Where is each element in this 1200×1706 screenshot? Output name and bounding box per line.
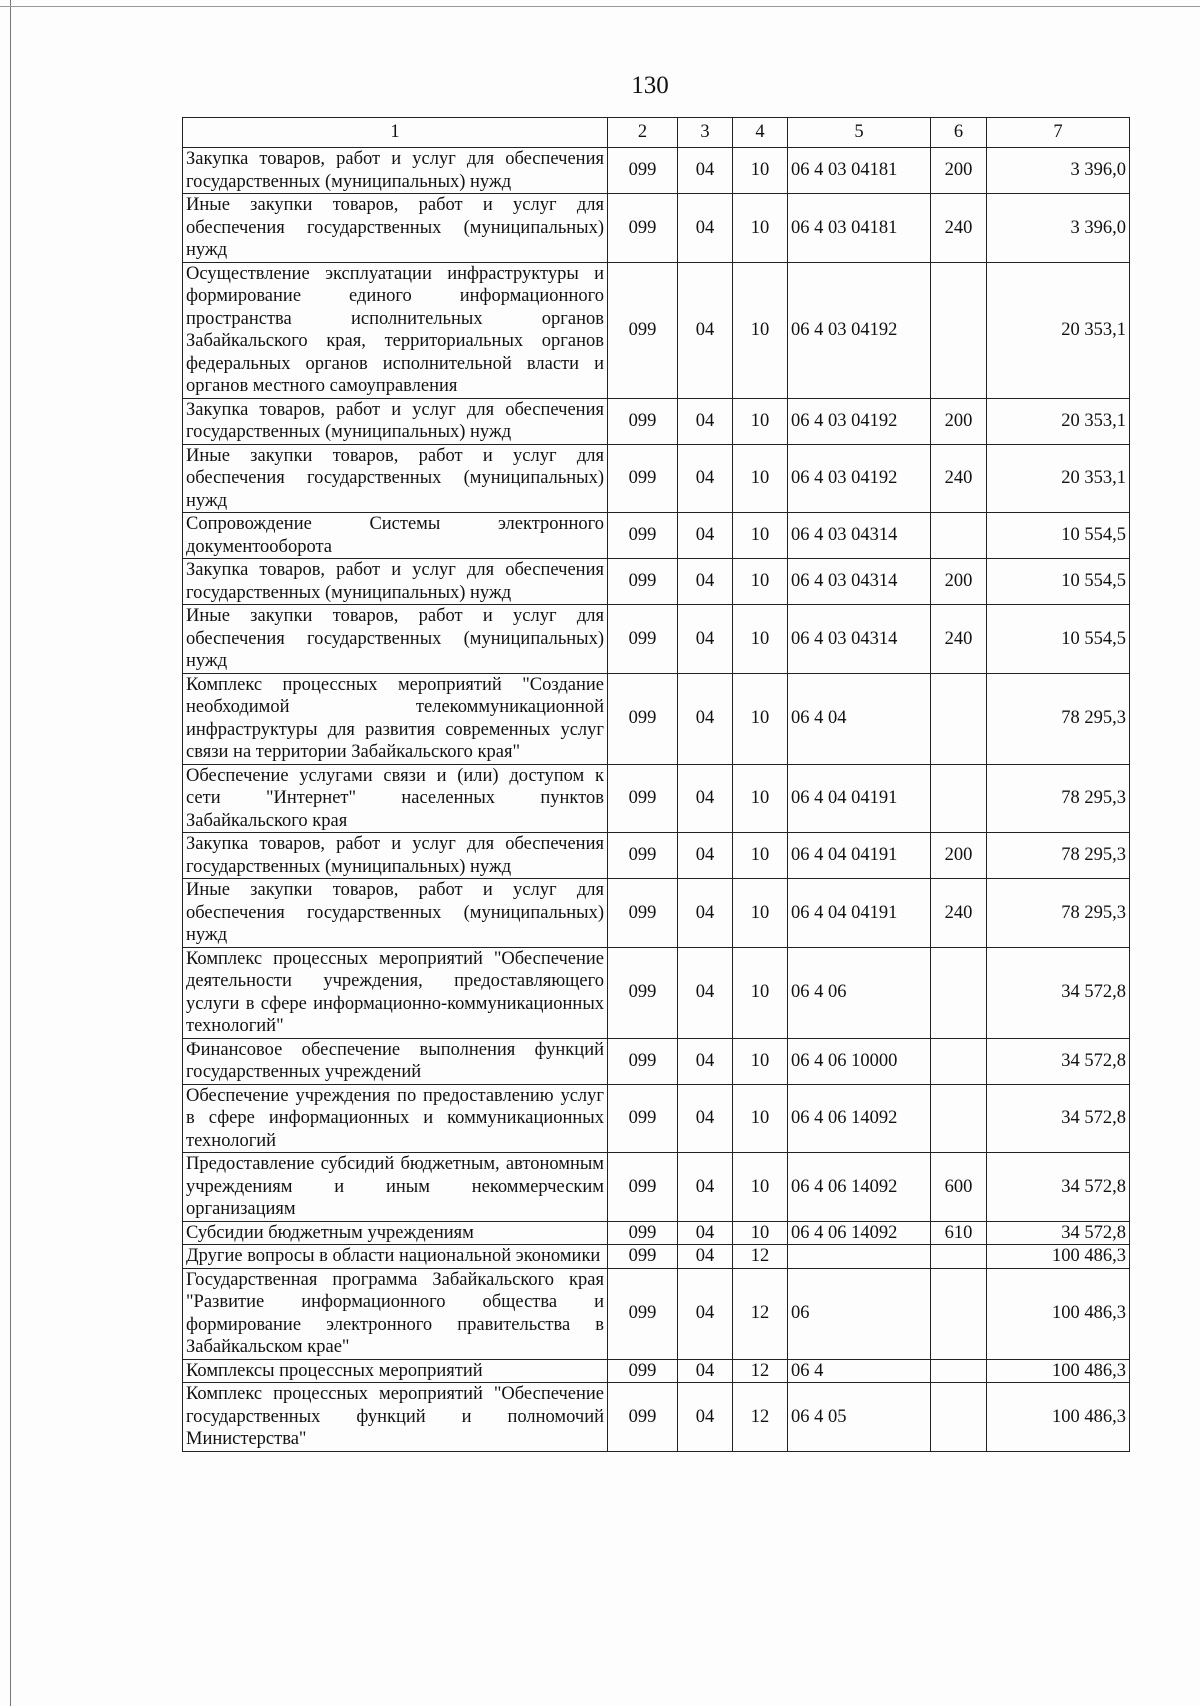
cell-pr: 12 [733, 1245, 788, 1269]
cell-pr: 10 [733, 1221, 788, 1245]
cell-grbs: 099 [608, 1038, 678, 1084]
cell-pr: 10 [733, 879, 788, 948]
cell-vr: 240 [931, 879, 987, 948]
cell-csr: 06 4 03 04192 [788, 444, 931, 513]
cell-vr [931, 1383, 987, 1452]
cell-sum: 34 572,8 [987, 1038, 1130, 1084]
cell-csr: 06 4 04 [788, 673, 931, 764]
cell-grbs: 099 [608, 833, 678, 879]
cell-rz: 04 [678, 764, 733, 833]
cell-rz: 04 [678, 148, 733, 194]
cell-name: Субсидии бюджетным учреждениям [183, 1221, 608, 1245]
cell-rz: 04 [678, 947, 733, 1038]
cell-vr: 200 [931, 398, 987, 444]
cell-grbs: 099 [608, 1245, 678, 1269]
cell-name: Государственная программа Забайкальского края "Развитие информационного общества и формирование электронного правительства в Забайкальском крае" [183, 1268, 608, 1359]
table-row [183, 1038, 1130, 1084]
cell-name: Обеспечение учреждения по предоставлению услуг в сфере информационных и коммуникационных технологий [183, 1084, 608, 1153]
cell-sum: 3 396,0 [987, 194, 1130, 263]
cell-grbs: 099 [608, 947, 678, 1038]
cell-pr: 10 [733, 605, 788, 674]
header-row [183, 118, 1130, 148]
cell-vr: 600 [931, 1153, 987, 1222]
cell-sum: 20 353,1 [987, 444, 1130, 513]
cell-sum: 78 295,3 [987, 833, 1130, 879]
cell-name: Предоставление субсидий бюджетным, автономным учреждениям и иным некоммерческим организациям [183, 1153, 608, 1222]
cell-pr: 12 [733, 1383, 788, 1452]
table-row [183, 1383, 1130, 1452]
scan-edge-top [0, 6, 1200, 7]
cell-csr: 06 4 04 04191 [788, 764, 931, 833]
cell-sum: 78 295,3 [987, 673, 1130, 764]
cell-pr: 10 [733, 1038, 788, 1084]
cell-name: Закупка товаров, работ и услуг для обеспечения государственных (муниципальных) нужд [183, 398, 608, 444]
cell-grbs: 099 [608, 194, 678, 263]
cell-grbs: 099 [608, 1221, 678, 1245]
cell-sum: 34 572,8 [987, 1153, 1130, 1222]
table-row [183, 947, 1130, 1038]
table-row [183, 605, 1130, 674]
cell-rz: 04 [678, 444, 733, 513]
cell-name: Обеспечение услугами связи и (или) доступом к сети "Интернет" населенных пунктов Забайкальского края [183, 764, 608, 833]
cell-csr: 06 4 03 04314 [788, 559, 931, 605]
cell-csr: 06 4 03 04192 [788, 262, 931, 398]
cell-grbs: 099 [608, 559, 678, 605]
cell-csr: 06 4 [788, 1359, 931, 1383]
cell-vr: 200 [931, 559, 987, 605]
cell-pr: 10 [733, 444, 788, 513]
cell-pr: 10 [733, 398, 788, 444]
cell-csr: 06 4 06 [788, 947, 931, 1038]
cell-sum: 34 572,8 [987, 947, 1130, 1038]
table-row [183, 513, 1130, 559]
cell-pr: 10 [733, 947, 788, 1038]
cell-rz: 04 [678, 398, 733, 444]
cell-rz: 04 [678, 1153, 733, 1222]
cell-grbs: 099 [608, 605, 678, 674]
table-row [183, 262, 1130, 398]
cell-pr: 10 [733, 673, 788, 764]
cell-pr: 10 [733, 194, 788, 263]
cell-sum: 10 554,5 [987, 513, 1130, 559]
cell-name: Комплекс процессных мероприятий "Обеспечение деятельности учреждения, предоставляющего услуги в сфере информационно-коммуникационных технологий" [183, 947, 608, 1038]
cell-vr [931, 1084, 987, 1153]
cell-grbs: 099 [608, 262, 678, 398]
cell-rz: 04 [678, 673, 733, 764]
cell-grbs: 099 [608, 1084, 678, 1153]
cell-rz: 04 [678, 1245, 733, 1269]
table-row [183, 444, 1130, 513]
table-row [183, 1245, 1130, 1269]
cell-vr: 200 [931, 148, 987, 194]
header-rz: 3 [678, 118, 733, 148]
table-row [183, 833, 1130, 879]
cell-sum: 20 353,1 [987, 398, 1130, 444]
cell-vr [931, 1245, 987, 1269]
cell-name: Другие вопросы в области национальной экономики [183, 1245, 608, 1269]
table-row [183, 1221, 1130, 1245]
cell-name: Закупка товаров, работ и услуг для обеспечения государственных (муниципальных) нужд [183, 833, 608, 879]
cell-sum: 10 554,5 [987, 605, 1130, 674]
cell-rz: 04 [678, 1084, 733, 1153]
cell-csr: 06 [788, 1268, 931, 1359]
cell-rz: 04 [678, 879, 733, 948]
table-row [183, 673, 1130, 764]
cell-csr: 06 4 06 14092 [788, 1221, 931, 1245]
cell-name: Иные закупки товаров, работ и услуг для обеспечения государственных (муниципальных) нужд [183, 879, 608, 948]
cell-rz: 04 [678, 1383, 733, 1452]
cell-sum: 34 572,8 [987, 1221, 1130, 1245]
cell-grbs: 099 [608, 513, 678, 559]
cell-sum: 3 396,0 [987, 148, 1130, 194]
cell-csr: 06 4 06 14092 [788, 1084, 931, 1153]
cell-csr: 06 4 03 04181 [788, 148, 931, 194]
table-row [183, 1268, 1130, 1359]
cell-rz: 04 [678, 1268, 733, 1359]
cell-pr: 10 [733, 1084, 788, 1153]
cell-vr: 240 [931, 605, 987, 674]
header-pr: 4 [733, 118, 788, 148]
cell-sum: 100 486,3 [987, 1268, 1130, 1359]
cell-rz: 04 [678, 605, 733, 674]
cell-vr: 610 [931, 1221, 987, 1245]
cell-name: Иные закупки товаров, работ и услуг для обеспечения государственных (муниципальных) нужд [183, 444, 608, 513]
cell-pr: 12 [733, 1359, 788, 1383]
cell-grbs: 099 [608, 1359, 678, 1383]
cell-csr: 06 4 03 04314 [788, 605, 931, 674]
header-csr: 5 [788, 118, 931, 148]
cell-pr: 10 [733, 1153, 788, 1222]
cell-grbs: 099 [608, 764, 678, 833]
cell-pr: 10 [733, 262, 788, 398]
cell-pr: 10 [733, 559, 788, 605]
header-vr: 6 [931, 118, 987, 148]
cell-name: Иные закупки товаров, работ и услуг для обеспечения государственных (муниципальных) нужд [183, 605, 608, 674]
cell-sum: 100 486,3 [987, 1359, 1130, 1383]
table-row [183, 1084, 1130, 1153]
cell-sum: 34 572,8 [987, 1084, 1130, 1153]
cell-grbs: 099 [608, 1383, 678, 1452]
cell-vr [931, 947, 987, 1038]
table-row [183, 148, 1130, 194]
table-row [183, 1359, 1130, 1383]
cell-csr: 06 4 03 04181 [788, 194, 931, 263]
cell-vr: 200 [931, 833, 987, 879]
cell-name: Комплексы процессных мероприятий [183, 1359, 608, 1383]
table-row [183, 559, 1130, 605]
cell-vr [931, 1038, 987, 1084]
cell-vr [931, 262, 987, 398]
cell-csr: 06 4 06 10000 [788, 1038, 931, 1084]
cell-vr [931, 764, 987, 833]
cell-csr: 06 4 05 [788, 1383, 931, 1452]
cell-name: Осуществление эксплуатации инфраструктуры и формирование единого информационного пространства исполнительных органов Забайкальского края, территориальных органов федеральных органов исполнительной власти и органов местного самоуправления [183, 262, 608, 398]
page-number: 130 [631, 72, 669, 99]
header-name: 1 [183, 118, 608, 148]
header-sum: 7 [987, 118, 1130, 148]
cell-csr [788, 1245, 931, 1269]
table-row [183, 398, 1130, 444]
cell-name: Комплекс процессных мероприятий "Обеспечение государственных функций и полномочий Министерства" [183, 1383, 608, 1452]
cell-grbs: 099 [608, 148, 678, 194]
cell-grbs: 099 [608, 444, 678, 513]
cell-rz: 04 [678, 262, 733, 398]
cell-name: Закупка товаров, работ и услуг для обеспечения государственных (муниципальных) нужд [183, 559, 608, 605]
cell-vr [931, 1359, 987, 1383]
cell-pr: 10 [733, 148, 788, 194]
cell-rz: 04 [678, 513, 733, 559]
cell-rz: 04 [678, 1359, 733, 1383]
cell-csr: 06 4 04 04191 [788, 833, 931, 879]
cell-rz: 04 [678, 833, 733, 879]
cell-vr [931, 673, 987, 764]
cell-name: Комплекс процессных мероприятий "Создание необходимой телекоммуникационной инфраструктуры для развития современных услуг связи на территории Забайкальского края" [183, 673, 608, 764]
cell-name: Сопровождение Системы электронного документооборота [183, 513, 608, 559]
cell-csr: 06 4 03 04314 [788, 513, 931, 559]
cell-csr: 06 4 06 14092 [788, 1153, 931, 1222]
cell-vr: 240 [931, 194, 987, 263]
cell-csr: 06 4 04 04191 [788, 879, 931, 948]
cell-pr: 10 [733, 833, 788, 879]
cell-name: Закупка товаров, работ и услуг для обеспечения государственных (муниципальных) нужд [183, 148, 608, 194]
header-grbs: 2 [608, 118, 678, 148]
cell-sum: 10 554,5 [987, 559, 1130, 605]
scan-edge-left [10, 0, 11, 1706]
cell-name: Иные закупки товаров, работ и услуг для обеспечения государственных (муниципальных) нужд [183, 194, 608, 263]
cell-name: Финансовое обеспечение выполнения функций государственных учреждений [183, 1038, 608, 1084]
cell-vr [931, 513, 987, 559]
cell-grbs: 099 [608, 398, 678, 444]
cell-sum: 100 486,3 [987, 1383, 1130, 1452]
cell-csr: 06 4 03 04192 [788, 398, 931, 444]
cell-rz: 04 [678, 194, 733, 263]
cell-grbs: 099 [608, 1153, 678, 1222]
cell-sum: 78 295,3 [987, 879, 1130, 948]
cell-pr: 12 [733, 1268, 788, 1359]
budget-table [182, 117, 1130, 1452]
cell-grbs: 099 [608, 1268, 678, 1359]
table-row [183, 879, 1130, 948]
table-row [183, 194, 1130, 263]
cell-pr: 10 [733, 513, 788, 559]
cell-grbs: 099 [608, 879, 678, 948]
cell-sum: 20 353,1 [987, 262, 1130, 398]
cell-vr [931, 1268, 987, 1359]
cell-rz: 04 [678, 559, 733, 605]
table-row [183, 764, 1130, 833]
cell-rz: 04 [678, 1221, 733, 1245]
cell-rz: 04 [678, 1038, 733, 1084]
cell-pr: 10 [733, 764, 788, 833]
cell-sum: 78 295,3 [987, 764, 1130, 833]
cell-grbs: 099 [608, 673, 678, 764]
cell-vr: 240 [931, 444, 987, 513]
table-row [183, 1153, 1130, 1222]
cell-sum: 100 486,3 [987, 1245, 1130, 1269]
